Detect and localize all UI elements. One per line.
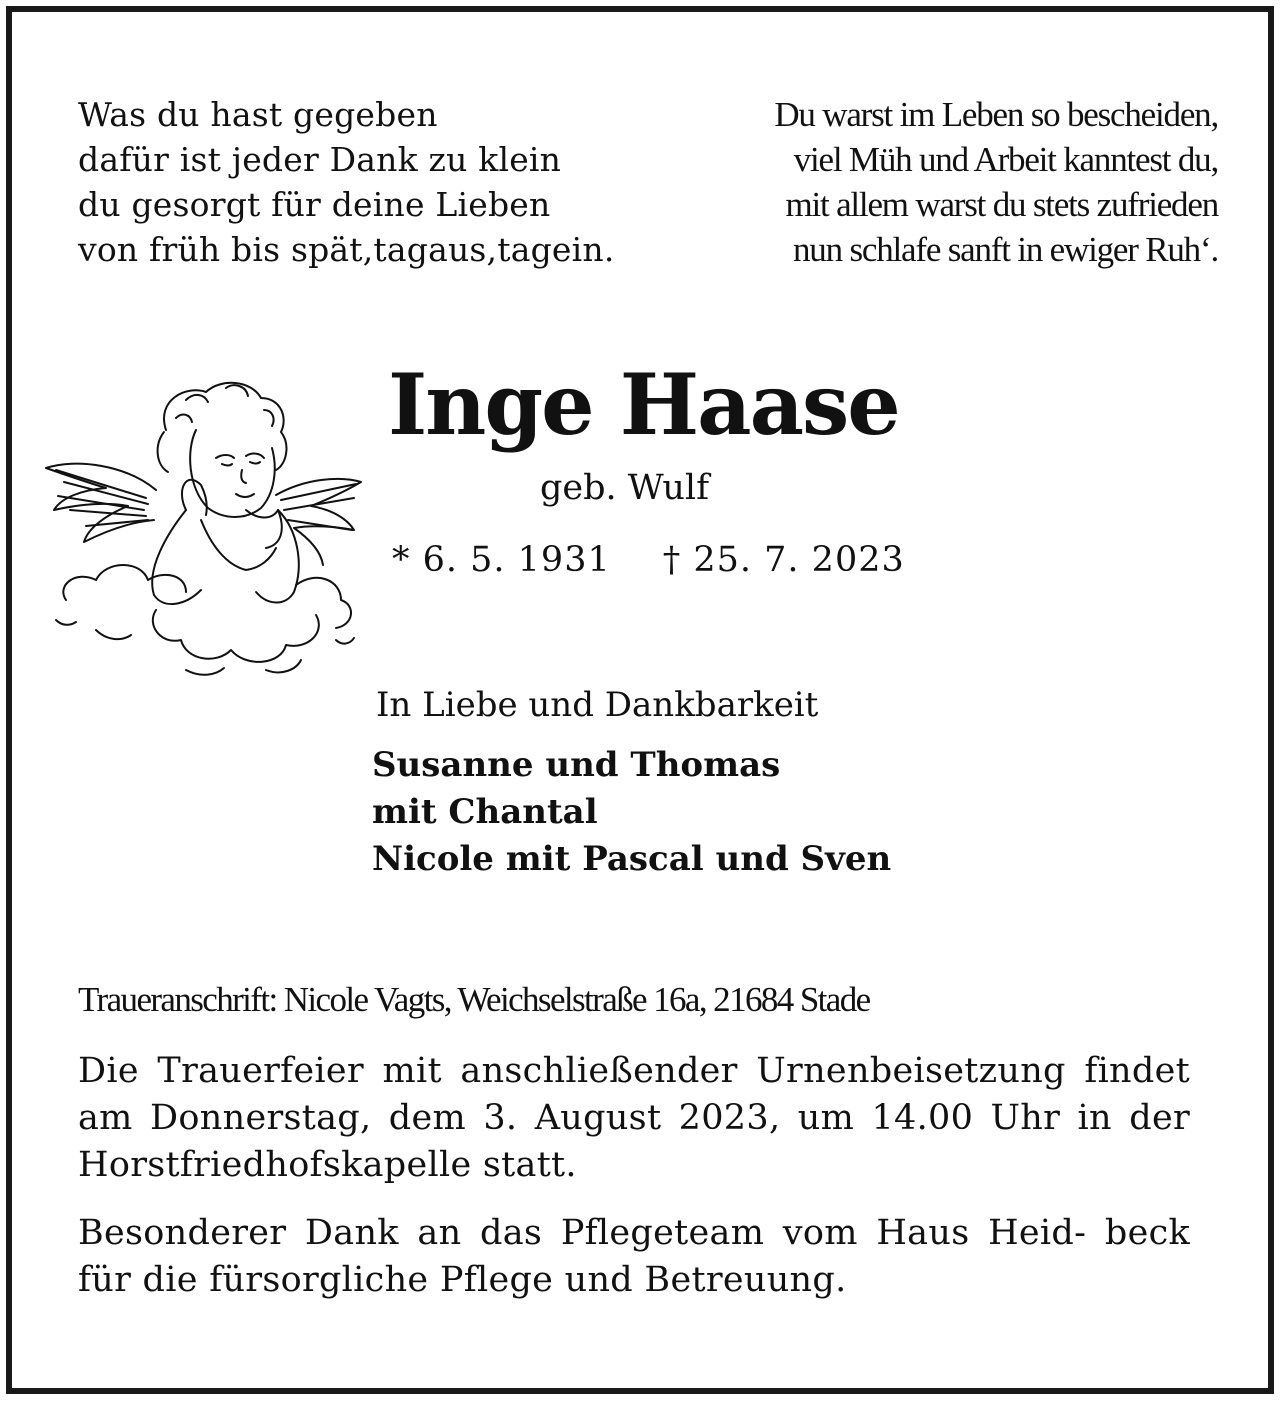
poem-line: Was du hast gegeben [78,95,438,134]
family-line: Nicole mit Pascal und Sven [372,839,892,879]
poem-line: Du warst im Leben so bescheiden, [774,95,1218,134]
maiden-name: geb. Wulf [540,468,710,508]
poem-line: du gesorgt für deine Lieben [78,185,551,224]
family-line: Susanne und Thomas [372,745,781,785]
poem-line: von früh bis spät,tagaus,tagein. [78,230,615,269]
poem-line: mit allem warst du stets zufrieden [785,185,1218,224]
thanks-line: In Liebe und Dankbarkeit [376,685,819,725]
death-date: † 25. 7. 2023 [662,540,905,580]
poem-line: dafür ist jeder Dank zu klein [78,140,562,179]
ceremony-paragraph: Die Trauerfeier mit anschließender Urnenbeisetzung findet am Donnerstag, dem 3. August 2023, um 14.00 Uhr in der Horstfriedhofskapelle statt. [78,1051,1190,1185]
gratitude-paragraph: Besonderer Dank an das Pflegeteam vom Haus Heid- beck für die fürsorgliche Pflege und Betreuung. [78,1213,1190,1300]
life-dates [392,540,905,580]
family-list [372,742,891,883]
angel-illustration [36,370,366,690]
birth-date: * 6. 5. 1931 [392,540,611,580]
poem-left [78,92,615,272]
family-line: mit Chantal [372,792,598,832]
mourning-address: Traueranschrift: Nicole Vagts, Weichselstraße 16a, 21684 Stade [78,980,870,1019]
deceased-name: Inge Haase [388,355,899,454]
poem-line: viel Müh und Arbeit kanntest du, [793,140,1218,179]
poem-line: nun schlafe sanft in ewiger Ruh‘. [793,230,1218,269]
poem-right [774,92,1218,272]
